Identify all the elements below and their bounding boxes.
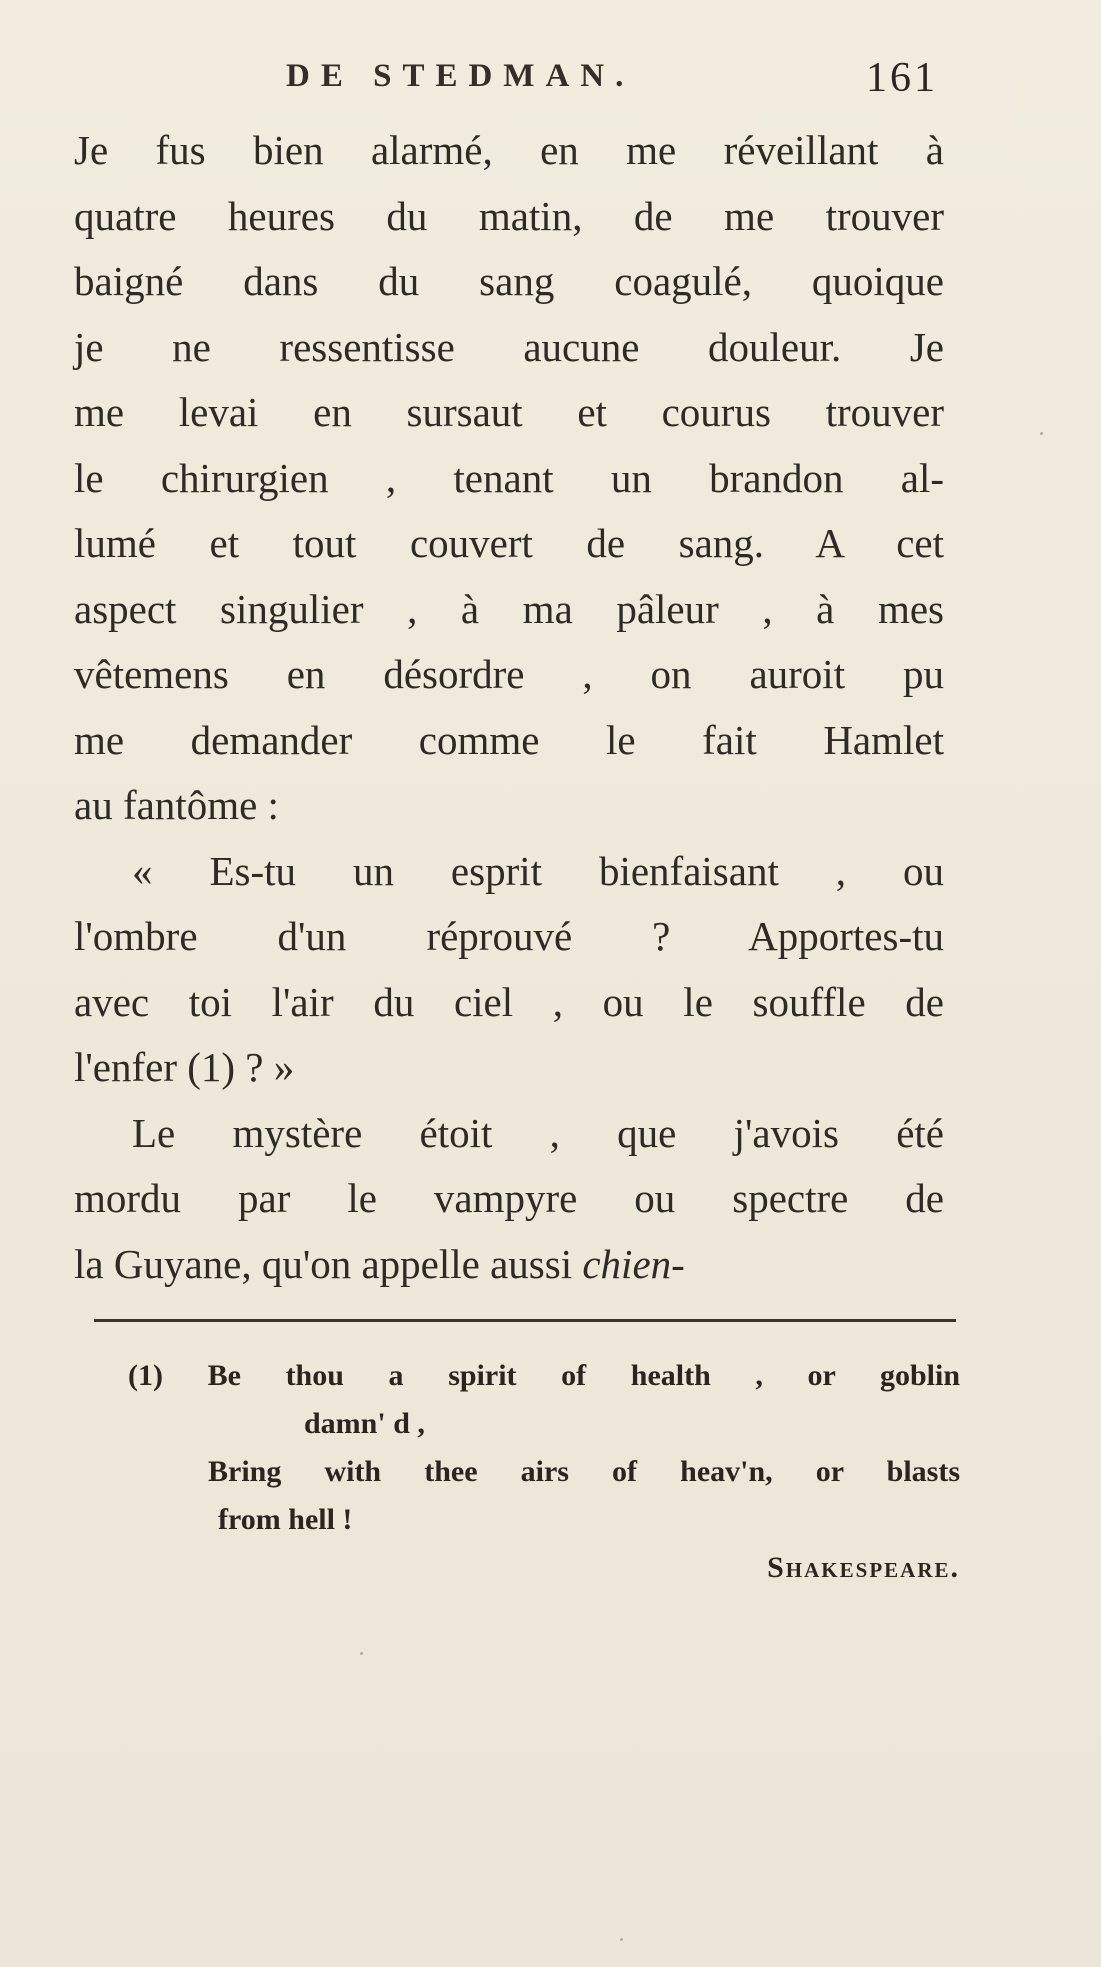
text-line: lumé et tout couvert de sang. A cet xyxy=(74,520,944,566)
paper-speck xyxy=(1040,432,1043,435)
footnote xyxy=(128,1352,960,1592)
page-header xyxy=(78,55,938,108)
text-line: le chirurgien , tenant un brandon al- xyxy=(74,454,944,501)
text-line: me levai en sursaut et courus trouver xyxy=(74,389,944,435)
footnote-line: Bring with thee airs of heav'n, or blasts xyxy=(208,1455,960,1488)
text-line: baigné dans du sang coagulé, quoique xyxy=(74,258,944,304)
footnote-attribution: Shakespeare. xyxy=(767,1551,960,1584)
quote-line: l'ombre d'un réprouvé ? Apportes-tu xyxy=(74,913,944,959)
main-text xyxy=(74,118,944,1297)
running-head: DE STEDMAN. xyxy=(286,58,635,94)
quote-line: « Es-tu un esprit bienfaisant , ou xyxy=(132,847,944,894)
text-line: Le mystère étoit , que j'avois été xyxy=(132,1109,944,1156)
text-line: me demander comme le fait Hamlet xyxy=(74,716,944,763)
paper-speck xyxy=(620,1938,623,1941)
last-line-italic-word: chien- xyxy=(582,1240,685,1287)
last-line-text: la Guyane, qu'on appelle aussi xyxy=(74,1240,583,1287)
quote-line: l'enfer (1) ? » xyxy=(74,1044,295,1090)
page-number: 161 xyxy=(866,55,938,101)
text-line-last xyxy=(74,1232,944,1298)
footnote-line: (1) Be thou a spirit of health , or goblin xyxy=(128,1359,960,1392)
text-line: Je fus bien alarmé, en me réveillant à xyxy=(74,127,944,173)
text-line: aspect singulier , à ma pâleur , à mes xyxy=(74,585,944,632)
footnote-line: damn' d , xyxy=(304,1407,425,1440)
text-line: vêtemens en désordre , on auroit pu xyxy=(74,651,944,697)
footnote-rule xyxy=(94,1319,956,1322)
footnote-line: from hell ! xyxy=(218,1503,353,1536)
text-line: quatre heures du matin, de me trouver xyxy=(74,192,944,239)
quote-line: avec toi l'air du ciel , ou le souffle de xyxy=(74,978,944,1025)
text-line: au fantôme : xyxy=(74,782,279,828)
paper-speck xyxy=(360,1652,363,1655)
text-line: je ne ressentisse aucune douleur. Je xyxy=(74,323,944,370)
text-line: mordu par le vampyre ou spectre de xyxy=(74,1175,944,1221)
